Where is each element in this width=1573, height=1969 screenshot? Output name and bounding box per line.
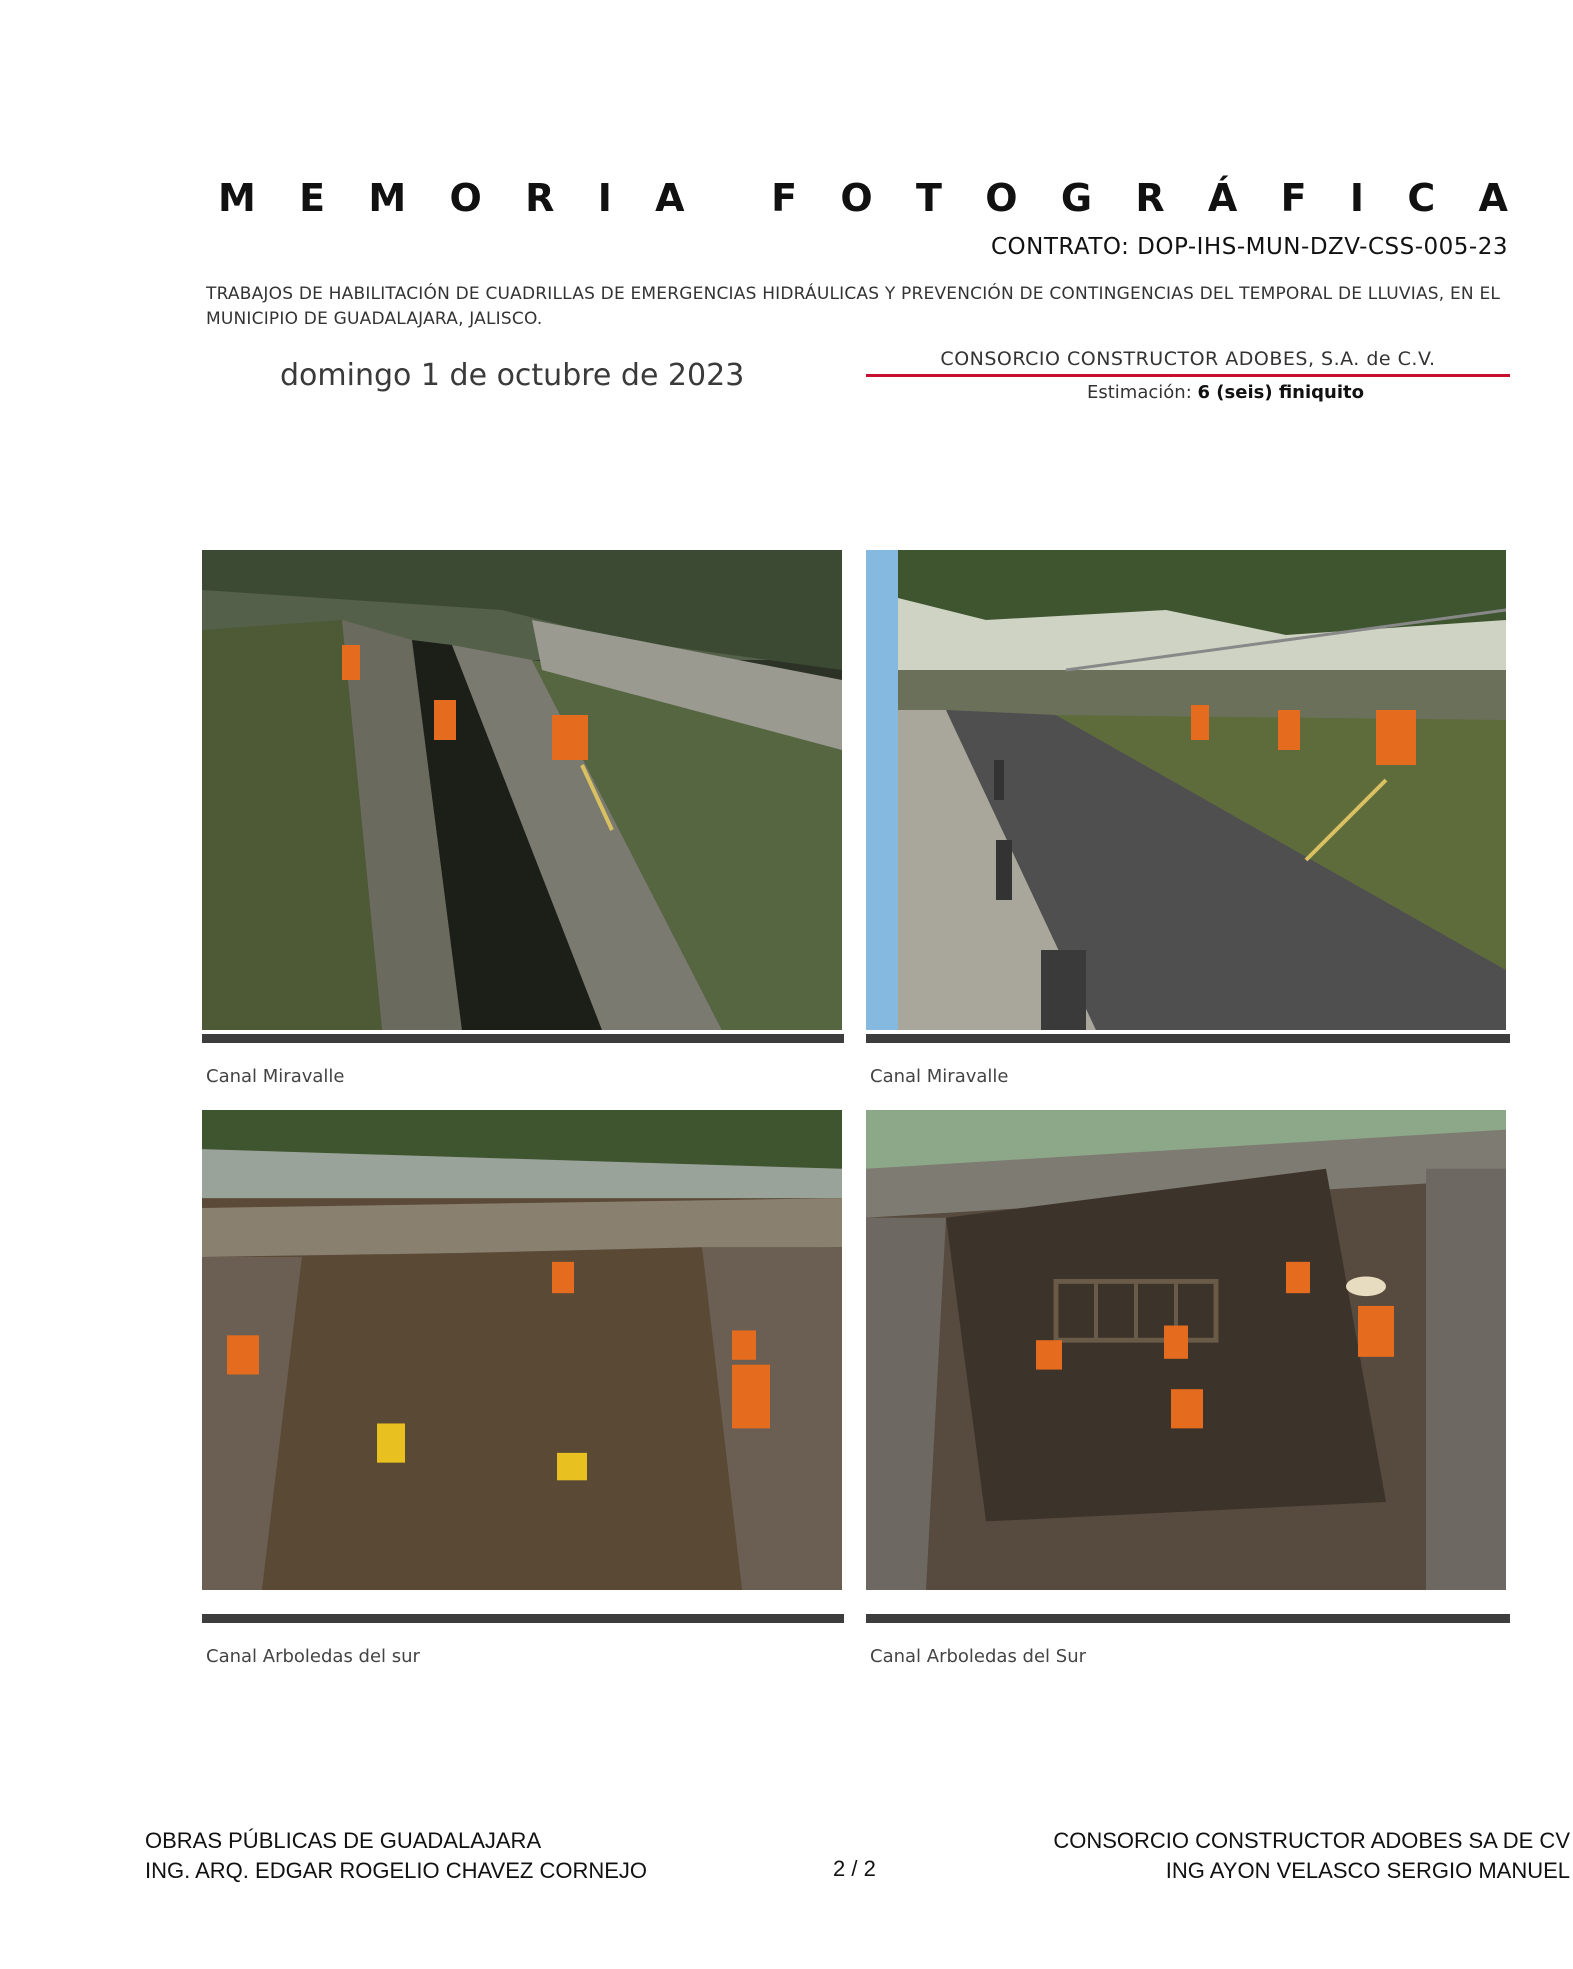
photo-canal-miravalle-2	[866, 550, 1506, 1030]
photo-canal-miravalle-1	[202, 550, 842, 1030]
title-letter: M	[218, 176, 256, 220]
page-number: 2 / 2	[833, 1856, 876, 1881]
photo-divider	[866, 1034, 1510, 1043]
footer-left-signatory	[145, 1826, 647, 1886]
photo-caption: Canal Arboledas del sur	[206, 1646, 420, 1667]
report-date: domingo 1 de octubre de 2023	[280, 358, 745, 393]
photo-canal-arboledas-1	[202, 1110, 842, 1590]
title-letter: G	[1060, 176, 1093, 220]
photo-divider	[202, 1614, 844, 1623]
footer-org: OBRAS PÚBLICAS DE GUADALAJARA	[145, 1828, 542, 1853]
title-letter: O	[449, 176, 482, 220]
estimacion-value: 6 (seis) finiquito	[1197, 382, 1364, 403]
title-letter: A	[1478, 176, 1508, 220]
title-letter: I	[1349, 176, 1365, 220]
estimacion-label: Estimación:	[1087, 382, 1192, 403]
estimacion	[1087, 382, 1364, 403]
title-letter: O	[985, 176, 1018, 220]
title-letter: R	[525, 176, 555, 220]
photo-caption: Canal Arboledas del Sur	[870, 1646, 1086, 1667]
photo-caption: Canal Miravalle	[206, 1066, 345, 1087]
photo-canal-arboledas-2	[866, 1110, 1506, 1590]
title-letter: A	[655, 176, 685, 220]
title-letter: T	[916, 176, 942, 220]
footer-person: ING AYON VELASCO SERGIO MANUEL	[1165, 1858, 1570, 1883]
photo-divider	[202, 1034, 844, 1043]
consortium-name: CONSORCIO CONSTRUCTOR ADOBES, S.A. de C.V.	[866, 348, 1510, 377]
title-letter: E	[299, 176, 326, 220]
photo-divider	[866, 1614, 1510, 1623]
title-letter: C	[1407, 176, 1436, 220]
document-title	[218, 176, 1508, 220]
title-letter: I	[597, 176, 612, 220]
footer-org: CONSORCIO CONSTRUCTOR ADOBES SA DE CV	[1053, 1828, 1570, 1853]
title-letter: F	[1280, 176, 1307, 220]
title-letter: R	[1135, 176, 1165, 220]
title-letter: O	[840, 176, 873, 220]
title-letter: M	[368, 176, 407, 220]
footer-person: ING. ARQ. EDGAR ROGELIO CHAVEZ CORNEJO	[145, 1858, 648, 1883]
contract-number: CONTRATO: DOP-IHS-MUN-DZV-CSS-005-23	[990, 234, 1508, 260]
title-letter: F	[771, 176, 798, 220]
footer-right-signatory	[1053, 1826, 1570, 1886]
work-description: TRABAJOS DE HABILITACIÓN DE CUADRILLAS DE EMERGENCIAS HIDRÁULICAS Y PREVENCIÓN DE CONTINGENCIAS DEL TEMPORAL DE LLUVIAS, EN EL MUNICIPIO DE GUADALAJARA, JALISCO.	[206, 284, 1501, 329]
photo-caption: Canal Miravalle	[870, 1066, 1009, 1087]
title-letter: Á	[1207, 176, 1238, 220]
